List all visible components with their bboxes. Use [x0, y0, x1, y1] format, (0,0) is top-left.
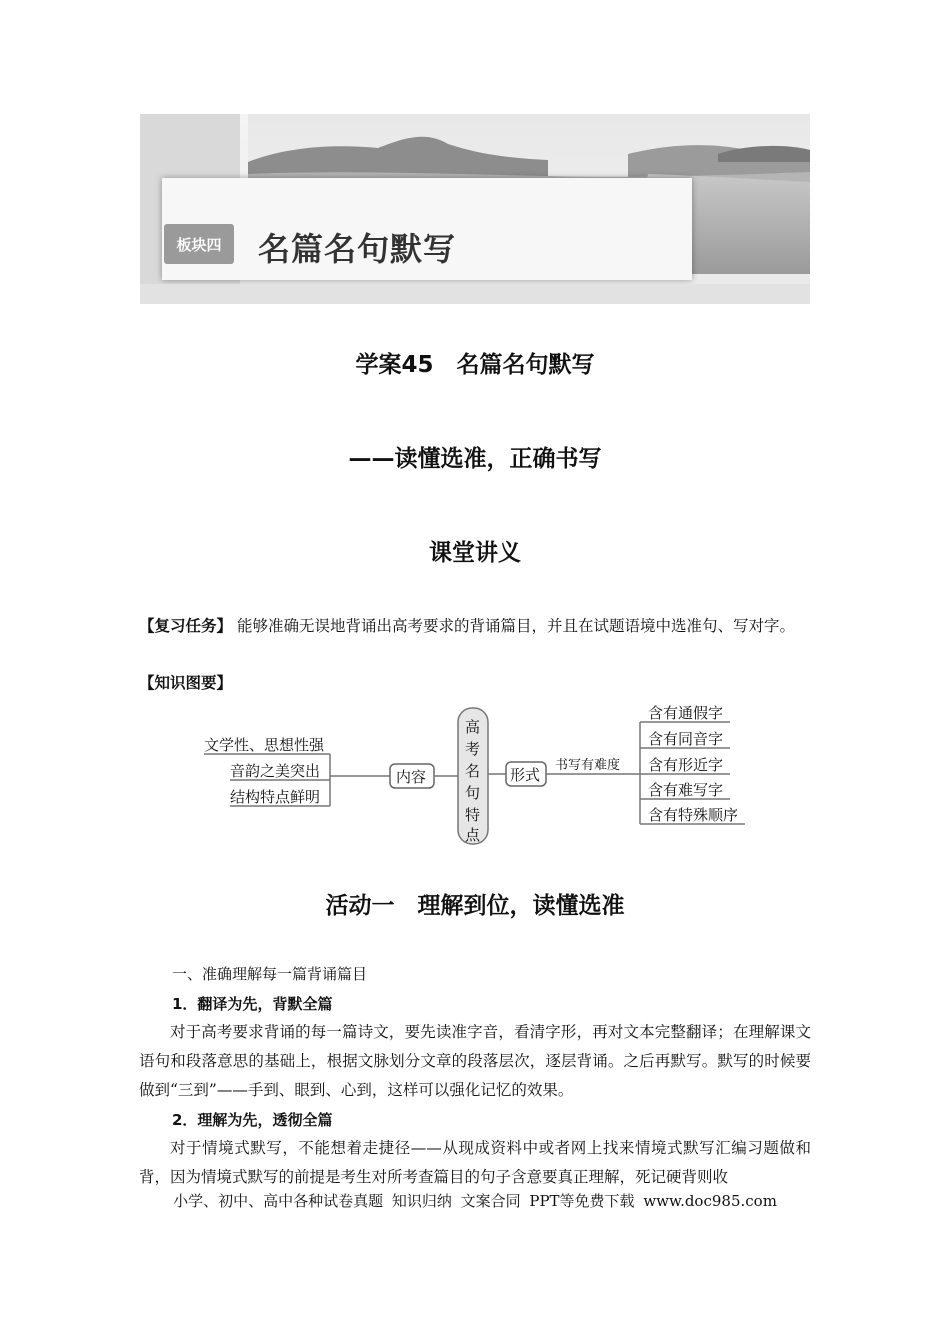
mindmap-left-item: 音韵之美突出	[230, 762, 321, 780]
banner-title: 名篇名句默写	[258, 230, 457, 268]
banner-card	[162, 178, 692, 280]
lesson-subtitle: ——读懂选准，正确书写	[348, 446, 602, 472]
activity-paragraph-2: 对于情境式默写，不能想着走捷径——从现成资料中或者网上找来情境式默写汇编习题做和背，因为情境式默写的前提是考生对所考查篇目的句子含意要真正理解，死记硬背则收	[139, 1139, 811, 1186]
activity-subheading-1: 1．翻译为先，背默全篇	[172, 995, 333, 1013]
review-task-label: 【复习任务】	[139, 617, 233, 635]
mindmap-right-node-label: 形式	[510, 766, 541, 784]
activity-subheading-2: 2．理解为先，透彻全篇	[172, 1111, 333, 1129]
knowledge-mindmap	[200, 700, 760, 850]
review-task	[139, 613, 811, 640]
page-footer: 小学、初中、高中各种试卷真题 知识归纳 文案合同 PPT等免费下载 www.doc985.com	[173, 1192, 777, 1210]
mindmap-right-item: 含有特殊顺序	[648, 806, 739, 824]
mindmap-right-item: 含有形近字	[648, 756, 724, 774]
lesson-title: 学案45 名篇名句默写	[355, 352, 595, 378]
mindmap-right-item: 含有同音字	[648, 730, 724, 748]
right-bracket	[640, 722, 648, 824]
banner-tag: 板块四	[164, 224, 234, 264]
mindmap-center-char: 高	[465, 718, 481, 736]
header-banner	[140, 114, 810, 304]
knowledge-map-label: 【知识图要】	[139, 674, 233, 692]
mindmap-left-item: 文学性、思想性强	[204, 736, 325, 754]
mindmap-right-item: 含有通假字	[648, 704, 724, 722]
mindmap-left-item: 结构特点鲜明	[230, 788, 321, 806]
activity-paragraph-1: 对于高考要求背诵的每一篇诗文，要先读准字音，看清字形，再对文本完整翻译；在理解课文语句和段落意思的基础上，根据文脉划分文章的段落层次，逐层背诵。之后再默写。默写的时候要做到“三到”——手到、眼到、心到，这样可以强化记忆的效果。	[139, 1023, 811, 1099]
mindmap-right-branch-label: 书写有难度	[555, 758, 621, 773]
activity-heading: 一、准确理解每一篇背诵篇目	[172, 965, 368, 983]
section-title: 课堂讲义	[429, 540, 521, 566]
mindmap-center-char: 名	[465, 762, 481, 780]
activity-title: 活动一 理解到位，读懂选准	[325, 893, 625, 919]
mindmap-center-char: 考	[465, 740, 481, 758]
mindmap-left-node-label: 内容	[396, 768, 427, 786]
mindmap-center-char: 特	[465, 806, 481, 824]
banner-bottom-strip	[140, 284, 810, 304]
review-task-text: 能够准确无误地背诵出高考要求的背诵篇目，并且在试题语境中选准句、写对字。	[236, 617, 795, 635]
mindmap-right-item: 含有难写字	[648, 781, 724, 799]
left-bracket	[330, 754, 390, 806]
mindmap-center-char: 句	[465, 784, 481, 802]
mindmap-center-char: 点	[465, 826, 481, 844]
